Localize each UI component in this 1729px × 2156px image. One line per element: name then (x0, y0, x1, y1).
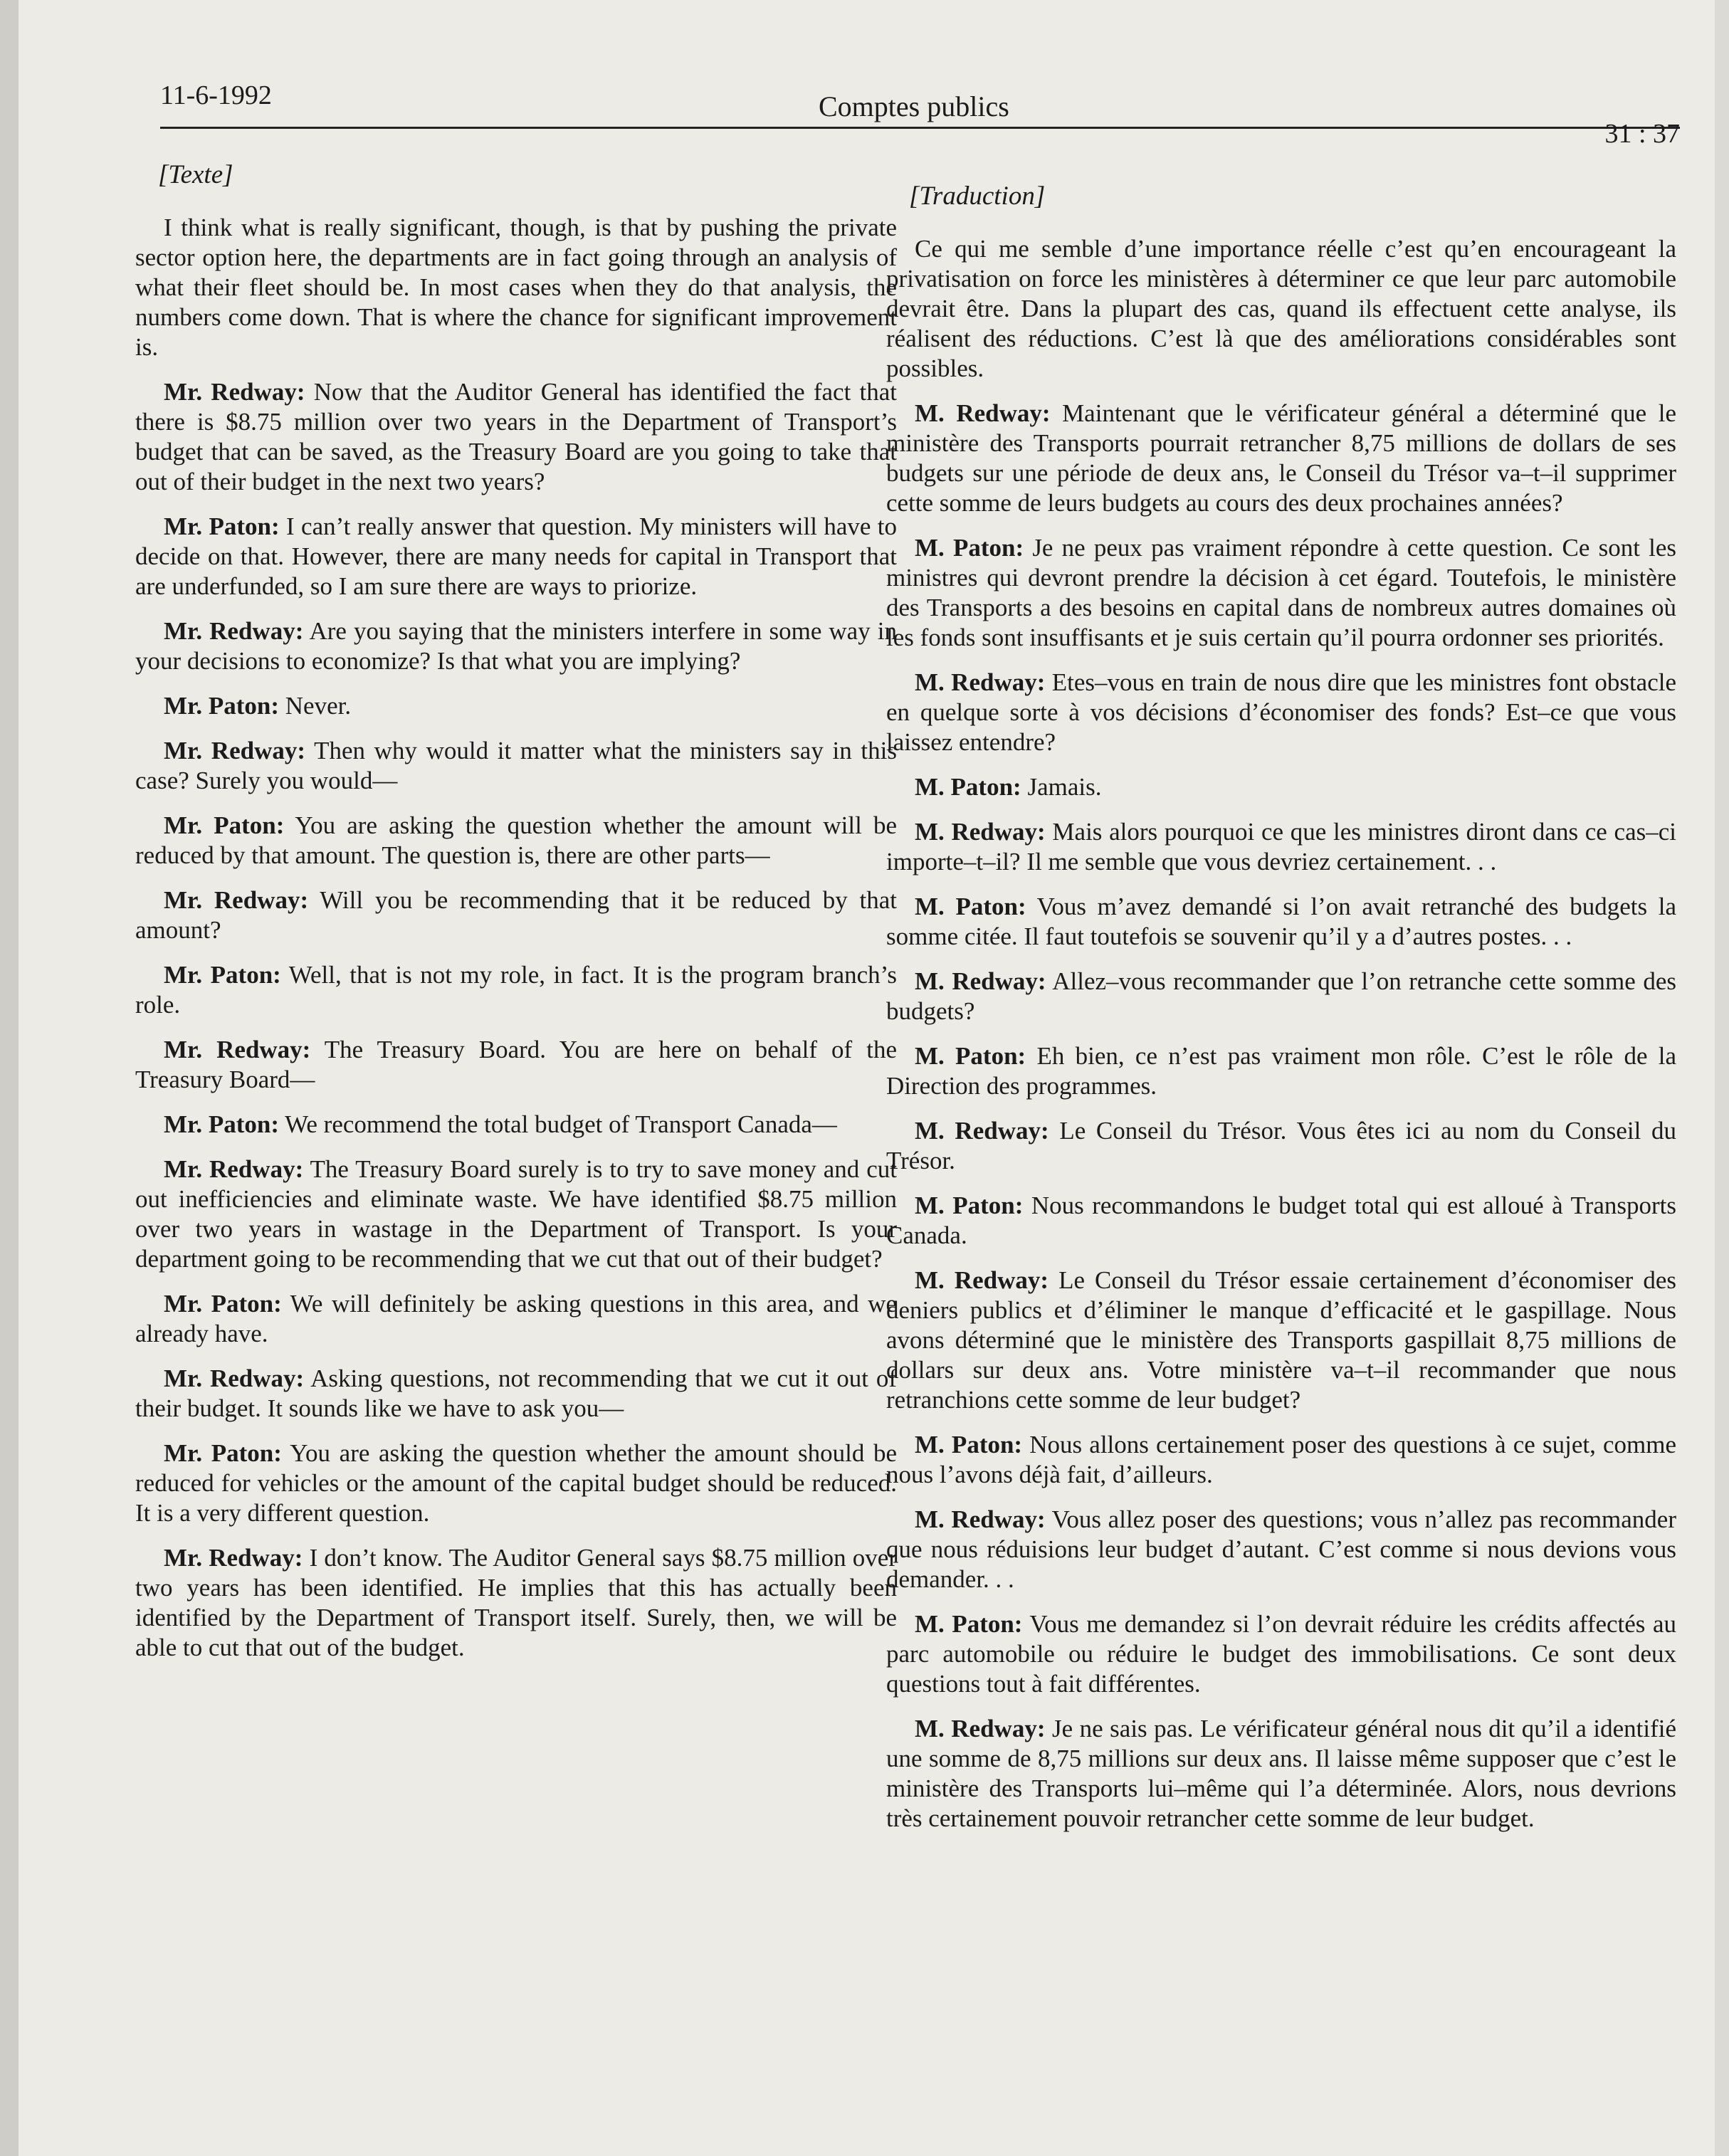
transcript-paragraph (135, 811, 897, 871)
speaker-name: M. Redway: (915, 1715, 1046, 1742)
english-column (135, 160, 897, 1678)
speaker-name: Mr. Paton: (164, 692, 280, 720)
speaker-name: Mr. Redway: (164, 378, 305, 406)
transcript-paragraph (135, 736, 897, 796)
speech-text: I can’t really answer that question. My ministers will have to decide on that. However, there are many needs for capital in Transport that are underfunded, so I am sure there are ways to priorize. (135, 512, 898, 600)
speech-text: You are asking the question whether the amount will be reduced by that amount. The question is, there are other parts— (135, 811, 897, 869)
transcript-paragraph (135, 1110, 897, 1140)
speech-text: You are asking the question whether the amount should be reduced for vehicles or the amount of the capital budget should be reduced. It is a very different question. (135, 1439, 898, 1527)
speaker-name: Mr. Redway: (164, 1036, 311, 1063)
transcript-paragraph (135, 1439, 897, 1528)
speaker-name: M. Redway: (915, 668, 1046, 696)
speech-text: Eh bien, ce n’est pas vraiment mon rôle. C’est le rôle de la Direction des programmes. (886, 1042, 1677, 1100)
speech-text: Etes–vous en train de nous dire que les ministres font obstacle en quelque sorte à vos décisions d’économiser des fonds? Est–ce que vous laissez entendre? (886, 668, 1676, 756)
speaker-name: Mr. Redway: (164, 886, 309, 914)
header-rule (160, 127, 1680, 129)
speech-text: The Treasury Board. You are here on behalf of the Treasury Board— (135, 1036, 897, 1093)
transcript-paragraph (886, 1505, 1676, 1594)
speaker-name: M. Paton: (915, 893, 1026, 920)
transcript-paragraph (886, 967, 1676, 1026)
transcript-paragraph (886, 399, 1676, 518)
transcript-paragraph (886, 1609, 1676, 1699)
speaker-name: M. Paton: (915, 1192, 1024, 1219)
speech-text: Well, that is not my role, in fact. It is the program branch’s role. (135, 961, 897, 1019)
transcript-paragraph (886, 1430, 1676, 1490)
transcript-paragraph (886, 668, 1676, 757)
transcript-paragraph (135, 1543, 897, 1663)
speaker-name: Mr. Paton: (164, 811, 285, 839)
speaker-name: Mr. Paton: (164, 961, 281, 989)
speaker-name: M. Paton: (915, 534, 1024, 562)
page-edge-left (0, 0, 19, 2156)
speech-text: Will you be recommending that it be reduced by that amount? (135, 886, 897, 944)
speaker-name: Mr. Paton: (164, 512, 280, 540)
speech-text: Vous me demandez si l’on devrait réduire les crédits affectés au parc automobile ou réduire le budget des immobilisations. Ce sont deux questions tout à fait différentes. (886, 1610, 1676, 1698)
speaker-name: M. Redway: (915, 1117, 1049, 1145)
transcript-paragraph (886, 1266, 1676, 1415)
transcript-paragraph (886, 1191, 1676, 1251)
speech-text: Nous allons certainement poser des questions à ce sujet, comme nous l’avons déjà fait, d’ailleurs. (886, 1431, 1676, 1488)
speaker-name: M. Paton: (915, 773, 1021, 801)
speech-text: Je ne sais pas. Le vérificateur général nous dit qu’il a identifié une somme de 8,75 millions sur deux ans. Il laisse même supposer que c’est le ministère des Transports lui–même qui l’a déterminée. Alors, nous devrions très certainement pouvoir retrancher cette somme de leur budget. (886, 1715, 1676, 1832)
transcript-paragraph (886, 1714, 1676, 1834)
speaker-name: M. Redway: (915, 967, 1046, 995)
paragraph-list (135, 213, 897, 1663)
speaker-name: Mr. Redway: (164, 1155, 304, 1183)
transcript-paragraph (135, 1035, 897, 1095)
speech-text: We recommend the total budget of Transport Canada— (285, 1110, 837, 1138)
running-header (160, 71, 1680, 149)
speech-text: We will definitely be asking questions in this area, and we already have. (135, 1290, 897, 1347)
transcript-paragraph (135, 1155, 897, 1274)
french-column (886, 160, 1676, 1849)
transcript-paragraph (135, 512, 897, 601)
speaker-name: M. Paton: (915, 1042, 1026, 1070)
speech-text: Asking questions, not recommending that we cut it out of their budget. It sounds like we have to ask you— (135, 1364, 897, 1422)
speaker-name: M. Redway: (915, 399, 1051, 427)
transcript-paragraph (886, 533, 1676, 653)
speaker-name: Mr. Redway: (164, 617, 304, 645)
speech-text: Ce qui me semble d’une importance réelle c’est qu’en encourageant la privatisation on force les ministères à déterminer ce que leur parc automobile devrait être. Dans la plupart des cas, quand ils effectuent cette analyse, ils réalisent des réductions. C’est là que des améliorations considérables sont possibles. (886, 235, 1676, 382)
speech-text: Allez–vous recommander que l’on retranche cette somme des budgets? (886, 967, 1676, 1025)
speech-text: Then why would it matter what the ministers say in this case? Surely you would— (135, 737, 897, 794)
transcript-paragraph (135, 691, 897, 721)
transcript-paragraph (886, 772, 1676, 802)
speaker-name: Mr. Redway: (164, 737, 305, 764)
speech-text: Maintenant que le vérificateur général a déterminé que le ministère des Transports pourrait retrancher 8,75 millions de dollars de ses budgets sur une période de deux ans, le Conseil du Trésor va–t–il supprimer cette somme de leurs budgets au cours des deux prochaines années? (886, 399, 1676, 517)
speaker-name: M. Redway: (915, 1266, 1049, 1294)
speaker-name: Mr. Paton: (164, 1110, 280, 1138)
transcript-paragraph (135, 885, 897, 945)
speech-text: Jamais. (1027, 773, 1102, 801)
transcript-paragraph (135, 1364, 897, 1424)
transcript-paragraph (135, 960, 897, 1020)
speaker-name: Mr. Redway: (164, 1364, 305, 1392)
speaker-name: Mr. Redway: (164, 1544, 303, 1572)
transcript-paragraph (886, 892, 1676, 952)
speaker-name: M. Paton: (915, 1431, 1023, 1458)
speaker-name: M. Redway: (915, 818, 1046, 846)
column-label: [Texte] (158, 160, 233, 189)
speech-text: Je ne peux pas vraiment répondre à cette question. Ce sont les ministres qui devront prendre la décision à cet égard. Toutefois, le ministère des Transports a des besoins en capital dans de nombreux autres domaines où les fonds sont insuffisants et je suis certain qu’il pourra ordonner ses priorités. (886, 534, 1676, 651)
transcript-paragraph (886, 817, 1676, 877)
speech-text: Vous m’avez demandé si l’on avait retranché des budgets la somme citée. Il faut toutefois se souvenir qu’il y a d’autres postes. . . (886, 893, 1676, 950)
transcript-paragraph (886, 1116, 1676, 1176)
transcript-paragraph (886, 1041, 1676, 1101)
speaker-name: M. Paton: (915, 1610, 1023, 1638)
speaker-name: M. Redway: (915, 1505, 1046, 1533)
transcript-paragraph (135, 213, 897, 362)
speech-text: Le Conseil du Trésor essaie certainement d’économiser des deniers publics et d’éliminer le manque d’efficacité et le gaspillage. Nous avons déterminé que le ministère des Transports gaspillait 8,75 millions de dollars sur deux ans. Votre ministère va–t–il recommander que nous retranchions cette somme de leur budget? (886, 1266, 1677, 1414)
column-label: [Traduction] (909, 182, 1046, 211)
speech-text: Le Conseil du Trésor. Vous êtes ici au nom du Conseil du Trésor. (886, 1117, 1676, 1174)
speech-text: The Treasury Board surely is to try to save money and cut out inefficiencies and eliminate waste. We have identified $8.75 million over two years in wastage in the Department of Transport. Is your department going to be recommending that we cut that out of their budget? (135, 1155, 897, 1273)
speaker-name: Mr. Paton: (164, 1439, 282, 1467)
speech-text: I don’t know. The Auditor General says $8.75 million over two years has been identified. He implies that this has actually been identified by the Department of Transport itself. Surely, then, we will be able to cut that out of the budget. (135, 1544, 897, 1661)
speech-text: Vous allez poser des questions; vous n’allez pas recommander que nous réduisions leur budget d’autant. C’est comme si nous devions vous demander. . . (886, 1505, 1677, 1593)
header-page-number: 31 : 37 (1604, 119, 1680, 149)
header-title: Comptes publics (819, 90, 1009, 122)
speech-text: I think what is really significant, though, is that by pushing the private sector option here, the departments are in fact going through an analysis of what their fleet should be. In most cases when they do that analysis, the numbers come down. That is where the chance for significant improvement is. (135, 214, 897, 361)
page-edge-right (1715, 0, 1729, 2156)
transcript-paragraph (135, 616, 897, 676)
speaker-name: Mr. Paton: (164, 1290, 282, 1318)
paragraph-list (886, 234, 1676, 1834)
header-date: 11-6-1992 (160, 80, 272, 110)
speech-text: Are you saying that the ministers interfere in some way in your decisions to economize? Is that what you are implying? (135, 617, 897, 675)
speech-text: Mais alors pourquoi ce que les ministres diront dans ce cas–ci importe–t–il? Il me semble que vous devriez certainement. . . (886, 818, 1676, 875)
transcript-paragraph (886, 234, 1676, 384)
speech-text: Never. (285, 692, 352, 720)
speech-text: Nous recommandons le budget total qui est alloué à Transports Canada. (886, 1192, 1676, 1249)
speech-text: Now that the Auditor General has identified the fact that there is $8.75 million over two years in the Department of Transport’s budget that can be saved, as the Treasury Board are you going to take that out of their budget in the next two years? (135, 378, 897, 495)
transcript-paragraph (135, 1289, 897, 1349)
transcript-paragraph (135, 377, 897, 497)
